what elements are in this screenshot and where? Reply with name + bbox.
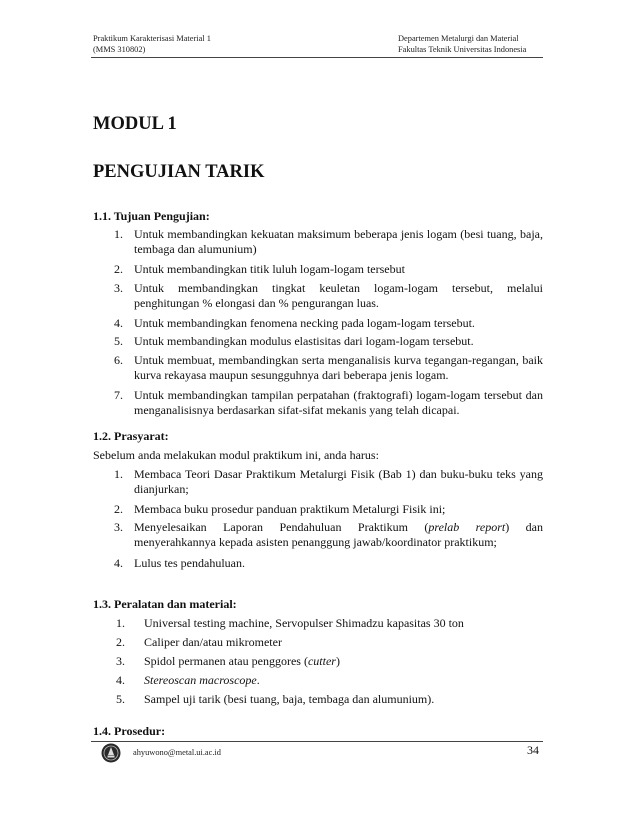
- list-number: 4.: [114, 316, 123, 330]
- section-heading-tujuan: 1.1. Tujuan Pengujian:: [93, 209, 210, 223]
- department-name: Departemen Metalurgi dan Material: [398, 34, 519, 43]
- list-text: Lulus tes pendahuluan.: [134, 556, 245, 570]
- list-number: 1.: [114, 227, 123, 241]
- list-item: [116, 635, 543, 650]
- course-name: Praktikum Karakterisasi Material 1: [93, 34, 211, 43]
- header-divider: [91, 57, 543, 58]
- list-item: [116, 692, 543, 707]
- list-text-part: ): [335, 654, 340, 668]
- list-number: 3.: [116, 654, 125, 668]
- module-title: MODUL 1: [93, 114, 177, 134]
- list-text-part: Spidol permanen atau penggores (: [144, 654, 308, 668]
- list-number: 7.: [114, 388, 123, 402]
- list-number: 1.: [114, 467, 123, 481]
- list-text: Untuk membandingkan tampilan perpatahan (fraktografi) logam-logam tersebut dan menganalisisnya berdasarkan sifat-sifat mekanis yang telah dicapai.: [134, 388, 543, 418]
- list-item: [114, 353, 543, 384]
- list-item: [114, 388, 543, 419]
- list-text: Untuk membandingkan tingkat keuletan logam-logam tersebut, melalui penghitungan % elongasi dan % pengurangan luas.: [134, 281, 543, 311]
- list-text: [144, 673, 543, 688]
- list-number: 4.: [116, 673, 125, 687]
- list-item: [114, 262, 543, 277]
- page-number: 34: [527, 743, 539, 757]
- list-item: [114, 520, 543, 551]
- list-item: [114, 502, 543, 517]
- list-text: Membaca buku prosedur panduan praktikum Metalurgi Fisik ini;: [134, 502, 446, 516]
- list-item: [114, 227, 543, 258]
- list-item: [116, 673, 543, 688]
- list-text-italic: cutter: [307, 654, 336, 668]
- header-right: [398, 34, 526, 55]
- list-item: [114, 334, 543, 349]
- course-code: (MMS 310802): [93, 44, 146, 54]
- list-number: 5.: [116, 692, 125, 706]
- list-item: [114, 467, 543, 498]
- list-text-italic: Stereoscan macroscope: [144, 673, 257, 687]
- list-text: Untuk membandingkan modulus elastisitas dari logam-logam tersebut.: [134, 334, 474, 348]
- module-subject: PENGUJIAN TARIK: [93, 162, 265, 182]
- list-text-part: .: [256, 673, 260, 687]
- author-email[interactable]: ahyuwono@metal.ui.ac.id: [133, 748, 221, 757]
- list-number: 5.: [114, 334, 123, 348]
- list-number: 3.: [114, 520, 123, 534]
- list-text: Sampel uji tarik (besi tuang, baja, tembaga dan alumunium).: [144, 692, 435, 706]
- faculty-name: Fakultas Teknik Universitas Indonesia: [398, 44, 527, 54]
- list-text: Untuk membandingkan fenomena necking pada logam-logam tersebut.: [134, 316, 475, 330]
- section-heading-prosedur: 1.4. Prosedur:: [93, 724, 166, 738]
- list-number: 2.: [116, 635, 125, 649]
- footer-divider: [91, 741, 543, 742]
- list-text: [144, 654, 543, 669]
- list-item: [114, 281, 543, 312]
- list-text: Universal testing machine, Servopulser Shimadzu kapasitas 30 ton: [144, 616, 464, 630]
- section-heading-peralatan: 1.3. Peralatan dan material:: [93, 597, 237, 611]
- list-text: Untuk membandingkan titik luluh logam-logam tersebut: [134, 262, 405, 276]
- list-number: 3.: [114, 281, 123, 295]
- list-text-part: Menyelesaikan Laporan Pendahuluan Praktikum (: [134, 520, 429, 534]
- university-seal-icon: [101, 743, 121, 763]
- list-item: [114, 556, 543, 571]
- list-item: [116, 654, 543, 669]
- list-text-part: ) dan menyerahkannya kepada asisten penanggung jawab/koordinator praktikum;: [134, 520, 543, 550]
- list-number: 6.: [114, 353, 123, 367]
- list-number: 2.: [114, 262, 123, 276]
- list-number: 4.: [114, 556, 123, 570]
- list-item: [116, 616, 543, 631]
- list-text: Untuk membandingkan kekuatan maksimum beberapa jenis logam (besi tuang, baja, tembaga dan alumunium): [134, 227, 543, 257]
- header-left: [93, 34, 211, 55]
- list-text: Membaca Teori Dasar Praktikum Metalurgi Fisik (Bab 1) dan buku-buku teks yang dianjurkan;: [134, 467, 543, 497]
- list-text: Untuk membuat, membandingkan serta menganalisis kurva tegangan-regangan, baik kurva rekayasa maupun sesungguhnya dari beberapa jenis logam.: [134, 353, 543, 383]
- list-item: [114, 316, 543, 331]
- list-number: 1.: [116, 616, 125, 630]
- list-text: Caliper dan/atau mikrometer: [144, 635, 282, 649]
- list-text: [134, 520, 543, 551]
- prasyarat-intro: Sebelum anda melakukan modul praktikum ini, anda harus:: [93, 448, 379, 462]
- list-number: 2.: [114, 502, 123, 516]
- list-text-italic: prelab report: [428, 520, 506, 534]
- section-heading-prasyarat: 1.2. Prasyarat:: [93, 429, 169, 443]
